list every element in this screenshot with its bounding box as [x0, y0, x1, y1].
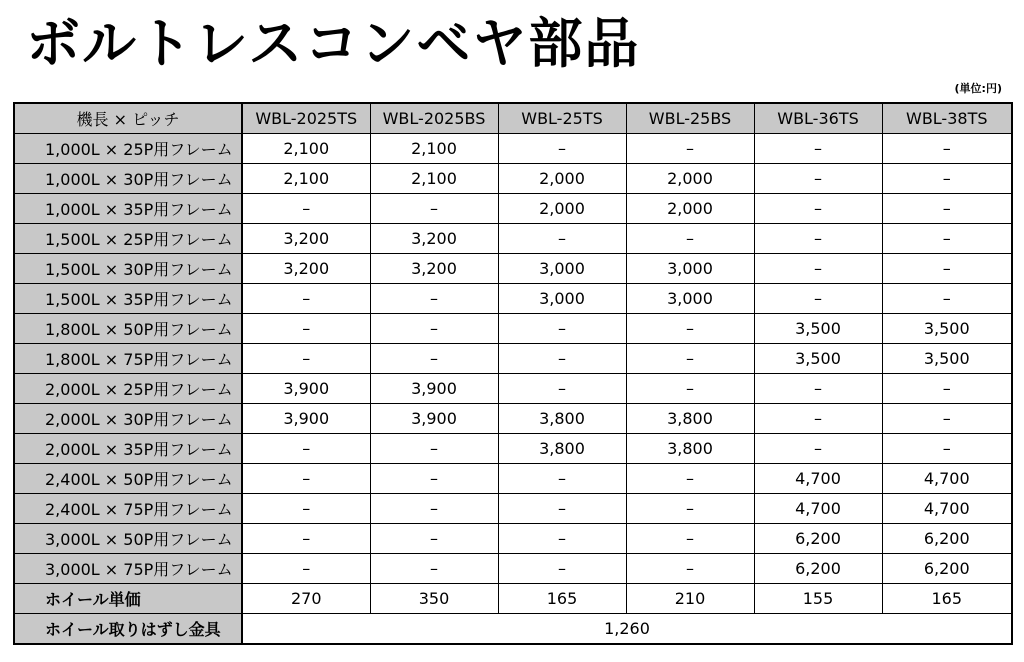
page-title: ボルトレスコンベヤ部品: [26, 12, 641, 75]
header-row: [14, 103, 1012, 134]
price-cell: 3,800: [626, 404, 754, 434]
price-cell: 3,800: [626, 434, 754, 464]
price-cell: –: [882, 404, 1012, 434]
header-model-0: WBL-2025TS: [242, 103, 370, 134]
price-cell: 210: [626, 584, 754, 614]
price-cell: –: [754, 434, 882, 464]
price-cell: –: [370, 344, 498, 374]
unit-note: (単位:円): [954, 82, 1002, 95]
price-cell: –: [370, 194, 498, 224]
price-cell: –: [754, 224, 882, 254]
price-cell: 3,500: [882, 344, 1012, 374]
price-cell: –: [626, 494, 754, 524]
price-cell: –: [498, 344, 626, 374]
row-label: 1,000L × 35P用フレーム: [14, 194, 242, 224]
price-cell: 3,500: [754, 314, 882, 344]
price-cell: –: [242, 494, 370, 524]
price-cell: –: [626, 374, 754, 404]
price-cell: 155: [754, 584, 882, 614]
price-table: [13, 102, 1013, 645]
table-row: [14, 194, 1012, 224]
price-cell: –: [882, 284, 1012, 314]
row-label: 1,800L × 50P用フレーム: [14, 314, 242, 344]
price-cell: 165: [498, 584, 626, 614]
price-cell: 4,700: [882, 494, 1012, 524]
price-cell: –: [882, 254, 1012, 284]
price-cell: 3,900: [370, 404, 498, 434]
price-cell: –: [882, 434, 1012, 464]
price-cell: 3,000: [626, 254, 754, 284]
table-row-footer: [14, 614, 1012, 645]
table-row: [14, 374, 1012, 404]
table-row: [14, 404, 1012, 434]
price-cell: 6,200: [882, 554, 1012, 584]
price-cell: –: [370, 524, 498, 554]
price-cell: –: [498, 554, 626, 584]
price-cell: –: [754, 404, 882, 434]
price-cell: –: [626, 134, 754, 164]
price-cell: 3,900: [242, 404, 370, 434]
price-cell: 165: [882, 584, 1012, 614]
price-cell: –: [754, 374, 882, 404]
price-cell: –: [242, 314, 370, 344]
row-label: 2,000L × 30P用フレーム: [14, 404, 242, 434]
price-cell: –: [626, 524, 754, 554]
table-row: [14, 524, 1012, 554]
price-cell: 3,000: [498, 254, 626, 284]
price-cell: 2,000: [626, 194, 754, 224]
row-label: 2,000L × 25P用フレーム: [14, 374, 242, 404]
price-cell: –: [882, 224, 1012, 254]
row-label: 1,000L × 30P用フレーム: [14, 164, 242, 194]
price-cell: –: [498, 374, 626, 404]
price-cell: –: [882, 164, 1012, 194]
price-cell: 2,000: [498, 164, 626, 194]
header-model-4: WBL-36TS: [754, 103, 882, 134]
row-label: 3,000L × 75P用フレーム: [14, 554, 242, 584]
price-cell: –: [626, 464, 754, 494]
price-cell: –: [882, 374, 1012, 404]
price-cell: 3,500: [882, 314, 1012, 344]
price-cell: 3,900: [370, 374, 498, 404]
price-cell: –: [242, 434, 370, 464]
price-cell: –: [498, 224, 626, 254]
row-label: 3,000L × 50P用フレーム: [14, 524, 242, 554]
header-model-1: WBL-2025BS: [370, 103, 498, 134]
price-cell: –: [626, 314, 754, 344]
price-cell: 3,900: [242, 374, 370, 404]
price-cell: 4,700: [754, 464, 882, 494]
price-cell: –: [754, 254, 882, 284]
table-row: [14, 164, 1012, 194]
price-cell: –: [242, 344, 370, 374]
price-cell: –: [882, 134, 1012, 164]
table-row: [14, 284, 1012, 314]
row-label: 2,400L × 75P用フレーム: [14, 494, 242, 524]
price-cell: 3,200: [242, 254, 370, 284]
price-cell: –: [754, 284, 882, 314]
table-row: [14, 254, 1012, 284]
table-row: [14, 494, 1012, 524]
price-cell: –: [370, 284, 498, 314]
price-cell: –: [498, 134, 626, 164]
price-cell: 3,200: [370, 224, 498, 254]
price-cell: –: [882, 194, 1012, 224]
price-cell: –: [626, 224, 754, 254]
footer-price-cell: 1,260: [242, 614, 1012, 645]
price-cell: 3,500: [754, 344, 882, 374]
price-cell: 6,200: [882, 524, 1012, 554]
price-cell: –: [498, 494, 626, 524]
price-cell: 2,000: [498, 194, 626, 224]
price-cell: –: [498, 314, 626, 344]
price-cell: 270: [242, 584, 370, 614]
price-cell: 3,000: [626, 284, 754, 314]
price-cell: –: [242, 194, 370, 224]
table-body: [14, 134, 1012, 645]
price-cell: –: [754, 164, 882, 194]
price-cell: –: [370, 554, 498, 584]
price-cell: 2,100: [370, 164, 498, 194]
price-cell: –: [754, 194, 882, 224]
header-model-5: WBL-38TS: [882, 103, 1012, 134]
table-row: [14, 314, 1012, 344]
row-label: 1,500L × 30P用フレーム: [14, 254, 242, 284]
row-label: 1,000L × 25P用フレーム: [14, 134, 242, 164]
price-cell: 3,000: [498, 284, 626, 314]
row-label: 1,500L × 25P用フレーム: [14, 224, 242, 254]
table-row: [14, 224, 1012, 254]
price-cell: 2,000: [626, 164, 754, 194]
table-row: [14, 464, 1012, 494]
price-cell: 2,100: [370, 134, 498, 164]
table-row: [14, 344, 1012, 374]
price-cell: 6,200: [754, 524, 882, 554]
table-row: [14, 134, 1012, 164]
row-label: ホイール取りはずし金具: [14, 614, 242, 645]
table-row: [14, 434, 1012, 464]
price-cell: –: [370, 494, 498, 524]
price-cell: –: [626, 344, 754, 374]
table-row: [14, 554, 1012, 584]
price-cell: 350: [370, 584, 498, 614]
row-label: 1,800L × 75P用フレーム: [14, 344, 242, 374]
price-cell: –: [498, 464, 626, 494]
price-cell: –: [498, 524, 626, 554]
price-cell: –: [370, 434, 498, 464]
price-cell: 2,100: [242, 134, 370, 164]
row-label: 2,400L × 50P用フレーム: [14, 464, 242, 494]
price-cell: –: [242, 464, 370, 494]
price-cell: 3,200: [242, 224, 370, 254]
price-cell: –: [242, 284, 370, 314]
price-cell: –: [370, 464, 498, 494]
row-label: 1,500L × 35P用フレーム: [14, 284, 242, 314]
price-cell: 3,200: [370, 254, 498, 284]
price-cell: –: [370, 314, 498, 344]
header-label-cell: 機長 × ピッチ: [14, 103, 242, 134]
price-cell: –: [242, 524, 370, 554]
price-cell: 6,200: [754, 554, 882, 584]
price-cell: 2,100: [242, 164, 370, 194]
price-cell: 3,800: [498, 404, 626, 434]
header-model-2: WBL-25TS: [498, 103, 626, 134]
price-cell: –: [242, 554, 370, 584]
row-label: 2,000L × 35P用フレーム: [14, 434, 242, 464]
price-cell: –: [626, 554, 754, 584]
price-cell: –: [754, 134, 882, 164]
price-cell: 3,800: [498, 434, 626, 464]
price-cell: 4,700: [754, 494, 882, 524]
header-model-3: WBL-25BS: [626, 103, 754, 134]
table-row: [14, 584, 1012, 614]
row-label: ホイール単価: [14, 584, 242, 614]
price-cell: 4,700: [882, 464, 1012, 494]
